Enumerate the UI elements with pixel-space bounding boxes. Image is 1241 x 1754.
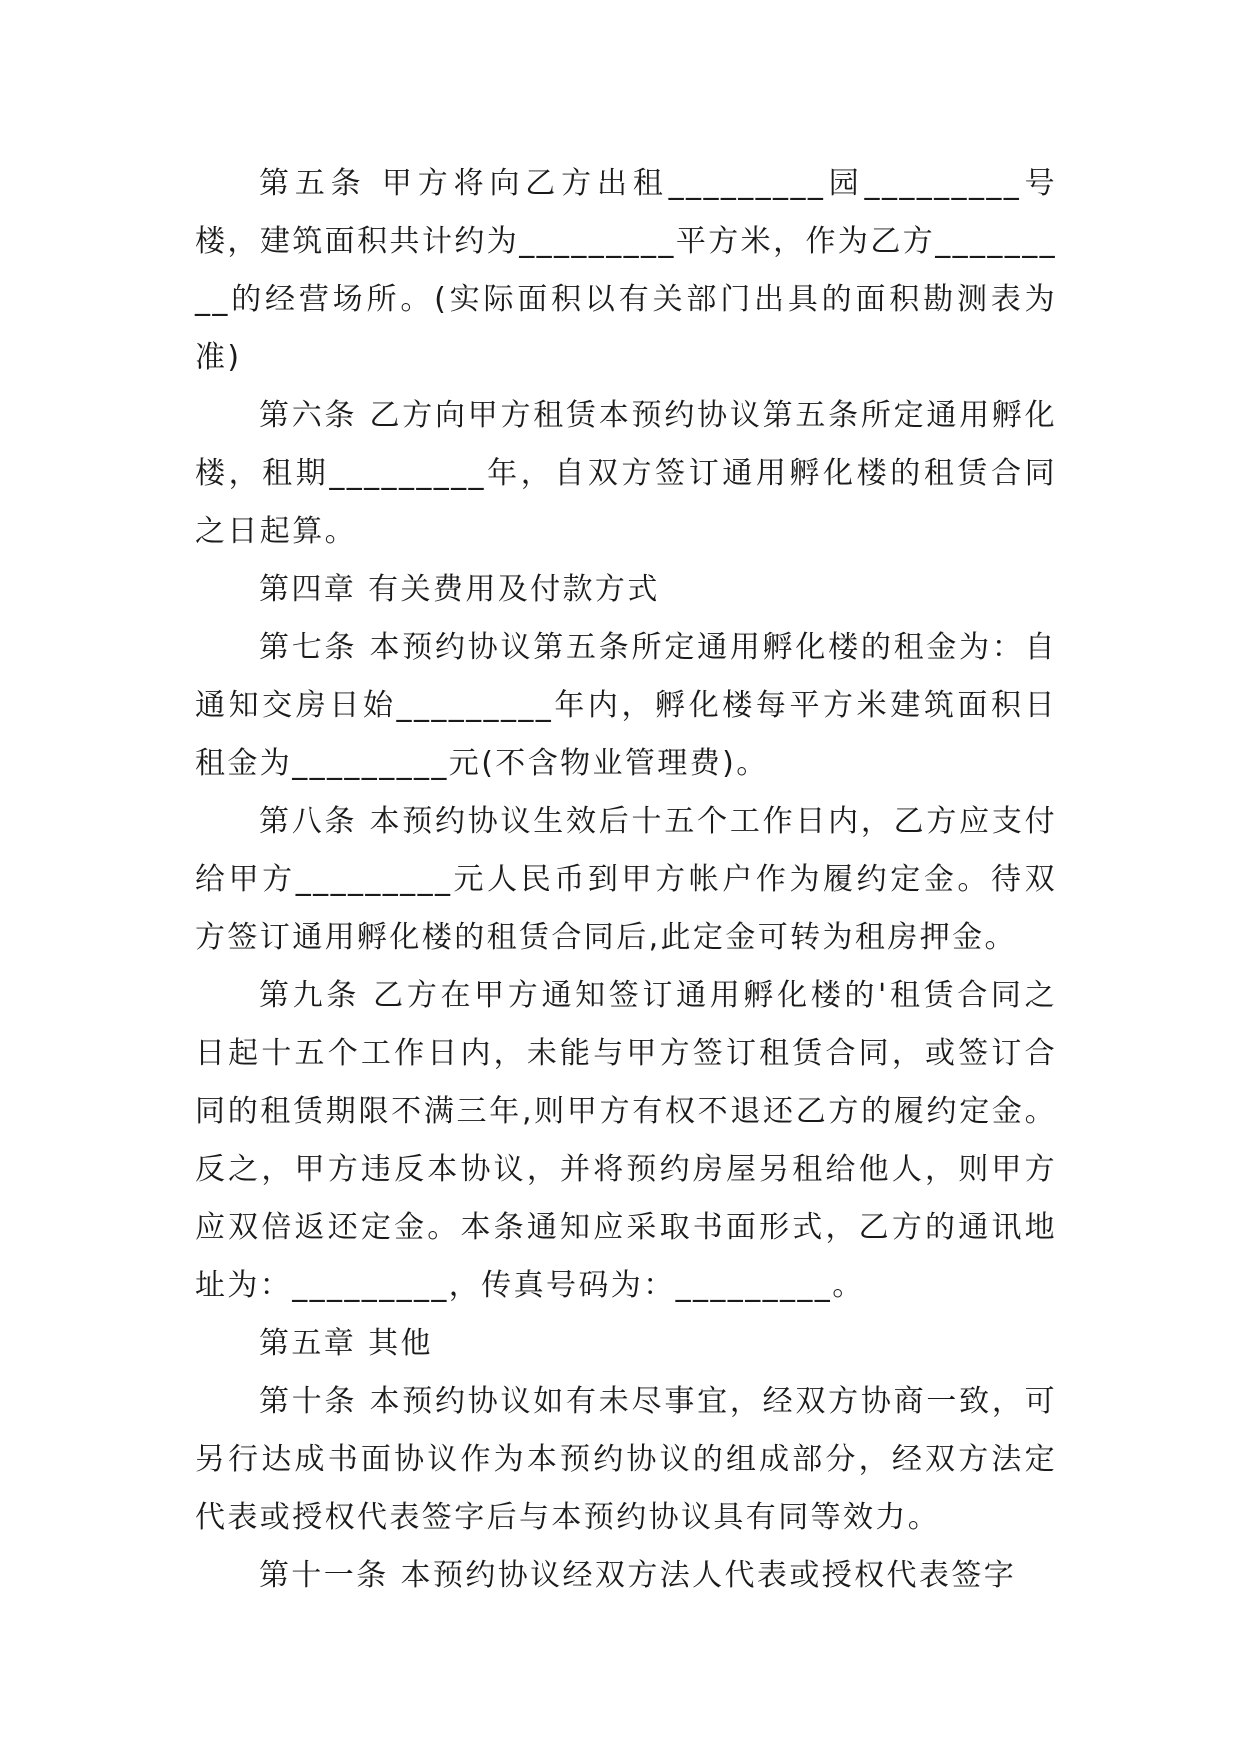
document-body <box>195 155 1057 1605</box>
article-5-paragraph: 第五条 甲方将向乙方出租_________园_________号楼，建筑面积共计约为_________平方米，作为乙方_________的经营场所。(实际面积以有关部门出具的面积勘测表为准) <box>195 166 1057 375</box>
article-6-paragraph: 第六条 乙方向甲方租赁本预约协议第五条所定通用孵化楼，租期_________年，自双方签订通用孵化楼的租赁合同之日起算。 <box>195 398 1057 549</box>
article-10-paragraph: 第十条 本预约协议如有未尽事宜，经双方协商一致，可另行达成书面协议作为本预约协议的组成部分，经双方法定代表或授权代表签字后与本预约协议具有同等效力。 <box>195 1384 1057 1535</box>
chapter-4-heading: 第四章 有关费用及付款方式 <box>259 572 660 607</box>
article-7-paragraph: 第七条 本预约协议第五条所定通用孵化楼的租金为：自通知交房日始_________年内，孵化楼每平方米建筑面积日租金为_________元(不含物业管理费)。 <box>195 630 1057 781</box>
article-8-paragraph: 第八条 本预约协议生效后十五个工作日内，乙方应支付给甲方_________元人民币到甲方帐户作为履约定金。待双方签订通用孵化楼的租赁合同后,此定金可转为租房押金。 <box>195 804 1057 955</box>
article-9-paragraph: 第九条 乙方在甲方通知签订通用孵化楼的'租赁合同之日起十五个工作日内，未能与甲方签订租赁合同，或签订合同的租赁期限不满三年,则甲方有权不退还乙方的履约定金。反之，甲方违反本协议，并将预约房屋另租给他人，则甲方应双倍返还定金。本条通知应采取书面形式，乙方的通讯地址为：_________，传真号码为：_________。 <box>195 978 1057 1303</box>
chapter-5-heading: 第五章 其他 <box>259 1326 433 1361</box>
article-11-paragraph: 第十一条 本预约协议经双方法人代表或授权代表签字 <box>259 1558 1017 1593</box>
